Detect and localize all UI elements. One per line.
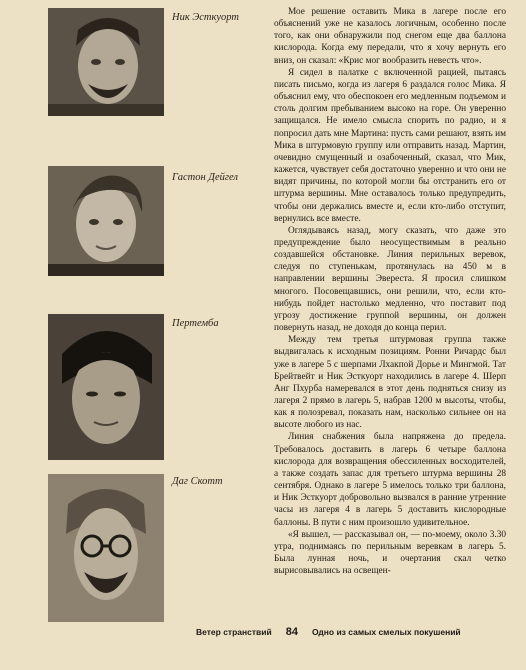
article-paragraph: «Я вышел, — рассказывал он, — по-моему, около 3.30 утра, поднимаясь по перильным веревкам в лагерь 5. Была лунная ночь, и очертания скал четко вырисовывались на освещен-: [274, 529, 506, 577]
article-text-column: [274, 6, 506, 577]
portrait-photo-1: [48, 8, 164, 116]
portrait-photo-4: [48, 474, 164, 622]
article-paragraph: Между тем третья штурмовая группа также выдвигалась к исходным позициям. Ронни Ричардс был уже в лагере 5 с шерпами Лхакпой Дорье и Мингмой. Тат Брейтвейт и Ник Эсткуорт находились в лагере 4. Шерп Анг Пхурба намеревался в этот день подняться снизу из лагеря 2 прямо в лагерь 5, набрав 1200 м высоты, чтобы, как я полозревал, показать нам, насколько сильнее он на высоте любого из нас.: [274, 335, 506, 431]
portrait-caption-4: Даг Скотт: [172, 476, 223, 487]
footer-section-title: Ветер странствий: [196, 627, 272, 637]
portrait-photo-3: [48, 314, 164, 460]
portrait-caption-1: Ник Эсткуорт: [172, 12, 240, 23]
footer-running-title: Одно из самых смелых покушений: [311, 627, 461, 637]
article-paragraph: Оглядываясь назад, могу сказать, что даже это предупреждение было неосуществимым в реально создавшейся обстановке. Линия перильных веревок, следуя по ступенькам, протянулась на 450 м в направлении вершины Эвереста. Я просил слишком многого. Посовещавшись, они решили, что, если кто-нибудь пойдет настолько медленно, что поставит под угрозу достижение группой вершины, он должен повернуть назад, не доходя до конца перил.: [274, 225, 506, 334]
portrait-photo-2: [48, 166, 164, 276]
page-footer: [196, 626, 516, 638]
portrait-caption-3: Пертемба: [172, 318, 219, 329]
portrait-caption-2: Гастон Дейгел: [172, 172, 238, 183]
article-paragraph: Мое решение оставить Мика в лагере после его объяснений уже не казалось логичным, особенно после того, как они обнаружили под снегом еще два баллона кислорода. Когда ему передали, что я хочу вернуть его вниз, он сказал: «Крис мог вообразить невесть что».: [274, 7, 506, 66]
page-number: 84: [285, 626, 298, 638]
article-paragraph: Я сидел в палатке с включенной рацией, пытаясь писать письмо, когда из лагеря 6 раздался голос Мика. Я объяснил ему, что обеспокоен его медленным подъемом и столь долгим пребыванием высоко на горе. Он уверенно защищался. Не имело смысла спорить по радио, и я попросил дать мне Мартина: пусть сами решают, взять им Мика в штурмовую группу или отправить назад. Мартин, очевидно смущенный и озабоченный, сказал, что Мик, кажется, чувствует себя достаточно уверенно и что они не видят причины, по которой могли бы отстранить его от штурма вершины. Мне оставалось только предупредить, чтобы они держались вместе и, если кто-либо отступит, вернулись все вместе.: [274, 67, 506, 224]
article-paragraph: Линия снабжения была напряжена до предела. Требовалось доставить в лагерь 6 четыре баллона кислорода для возвращения обессиленных восходителей, а также создать запас для третьего штурма вершины 28 сентября. Однако в лагере 5 имелось только три баллона, и Ник Эсткуорт добровольно вызвался в ранние утренние часы из лагеря 4 в лагерь 5 доставить кислородные баллоны. В пути с ним произошло удивительное.: [274, 432, 506, 528]
